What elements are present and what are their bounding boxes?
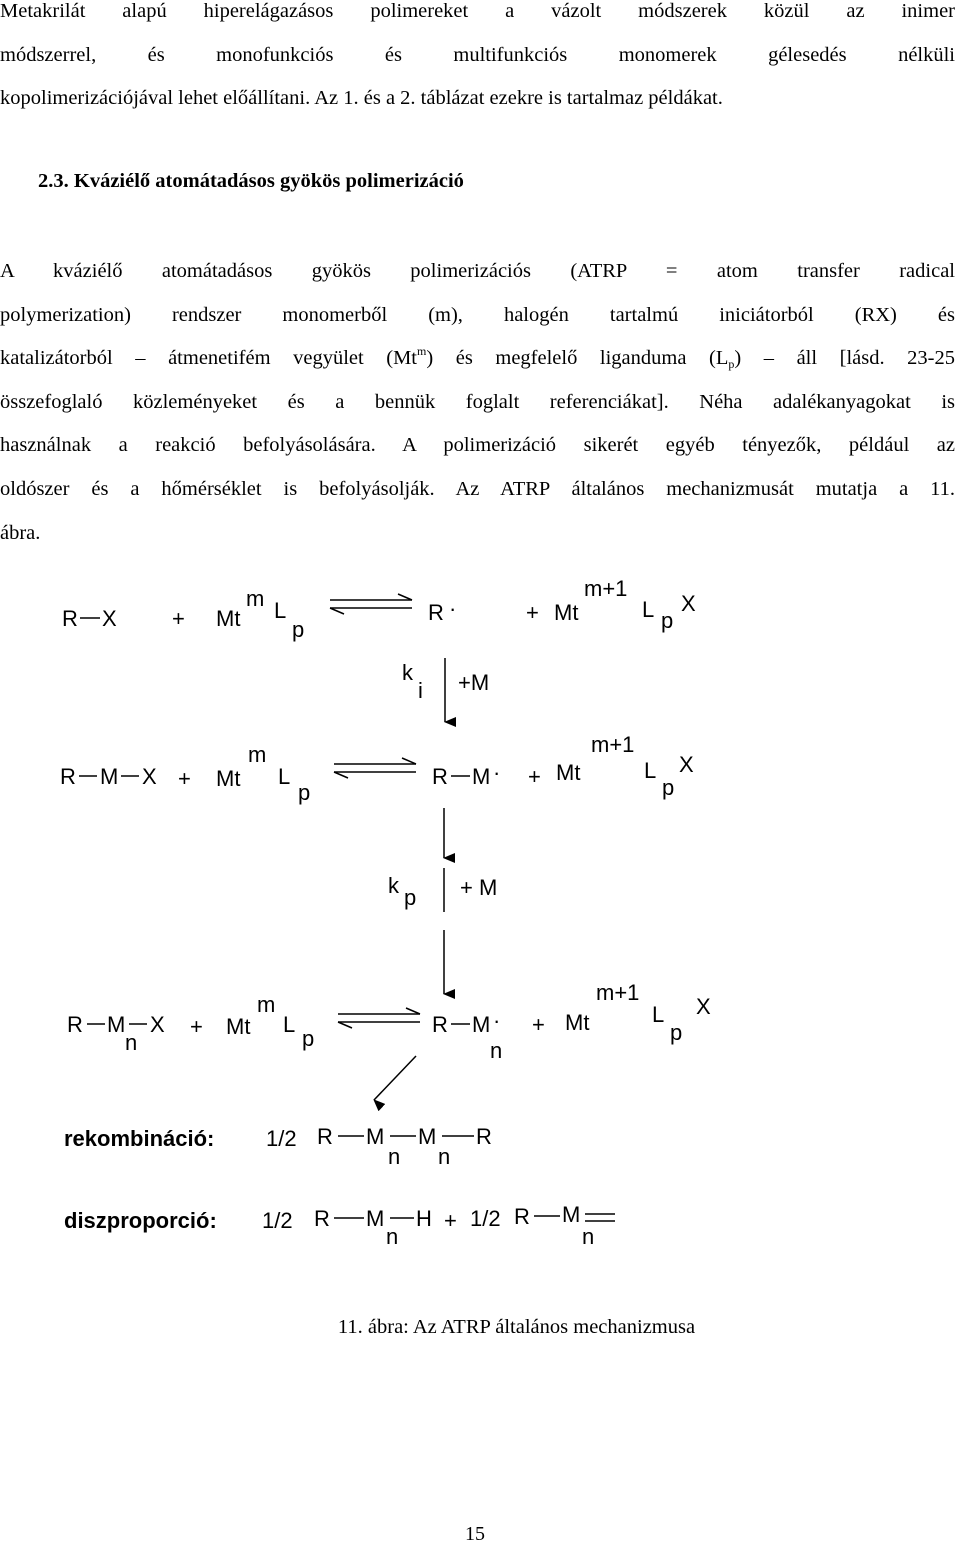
plus-sign: + — [444, 1208, 457, 1233]
plus-monomer: + M — [460, 875, 498, 900]
m-superscript: m — [248, 742, 267, 767]
l-label: L — [642, 597, 655, 622]
radical-dot: · — [493, 760, 501, 785]
m-label: M — [472, 764, 491, 789]
disproportionation-label: diszproporció: — [64, 1208, 217, 1233]
plus-sign: + — [526, 600, 539, 625]
x-label: X — [681, 591, 696, 616]
plus-sign: + — [172, 606, 185, 631]
atrp-line — [0, 337, 955, 381]
p-subscript: p — [404, 885, 417, 910]
mt-label: Mt — [554, 600, 579, 625]
h-label: H — [416, 1206, 432, 1231]
m1-superscript: m+1 — [596, 980, 640, 1005]
section-heading: 2.3. Kváziélő atomátadásos gyökös polimerizáció — [38, 170, 464, 192]
m-label: M — [366, 1206, 385, 1231]
atrp-line: polymerization) rendszer monomerből (m), halogén tartalmú iniciátorból (RX) és — [0, 303, 955, 326]
termination-arrow — [374, 1056, 416, 1100]
atrp-line: A kváziélő atomátadásos gyökös polimerizációs (ATRP = atom transfer radical — [0, 260, 955, 282]
atrp-mechanism-scheme — [0, 560, 960, 1260]
p-subscript: p — [302, 1026, 315, 1051]
p-subscript: p — [292, 617, 305, 642]
page-number: 15 — [465, 1523, 485, 1545]
m-label: M — [100, 764, 119, 789]
atrp-line: oldószer és a hőmérséklet is befolyásolják. Az ATRP általános mechanizmusát mutatja a 11. — [0, 477, 955, 500]
recombination-row — [64, 1124, 492, 1169]
l-label: L — [644, 758, 657, 783]
half-coefficient: 1/2 — [470, 1206, 501, 1231]
l-label: L — [652, 1002, 665, 1027]
k-label: k — [388, 873, 399, 898]
intro-line: Metakrilát alapú hiperelágazásos polimereket a vázolt módszerek közül az inimer — [0, 0, 955, 22]
x-label: X — [679, 752, 694, 777]
atrp-paragraph — [0, 250, 955, 555]
atrp-line-part: ) – áll [lásd. 23-25 — [734, 347, 955, 370]
r-label: R — [476, 1124, 492, 1149]
atrp-line: használnak a reakció befolyásolására. A polimerizáció sikerét egyéb tényezők, például az — [0, 434, 955, 457]
n-subscript: n — [582, 1224, 595, 1249]
p-subscript: p — [298, 780, 311, 805]
propagation-step — [388, 808, 497, 994]
n-subscript: n — [125, 1030, 138, 1055]
mt-label: Mt — [216, 766, 241, 791]
superscript: m — [417, 344, 427, 359]
radical-dot: · — [449, 596, 457, 621]
m-superscript: m — [257, 992, 276, 1017]
equilibrium-arrow — [338, 1008, 420, 1028]
r-label: R — [314, 1206, 330, 1231]
r-label: R — [432, 764, 448, 789]
recombination-label: rekombináció: — [64, 1126, 215, 1151]
l-label: L — [283, 1012, 296, 1037]
figure-caption: 11. ábra: Az ATRP általános mechanizmusa — [337, 1316, 696, 1338]
atrp-line: összefoglaló közleményeket és a bennük foglalt referenciákat]. Néha adalékanyagokat is — [0, 390, 955, 413]
x-label: X — [142, 764, 157, 789]
plus-sign: + — [190, 1014, 203, 1039]
x-label: X — [102, 606, 117, 631]
radical-dot: · — [493, 1008, 501, 1033]
n-subscript: n — [388, 1144, 401, 1169]
mt-label: Mt — [556, 760, 581, 785]
r-label: R — [428, 600, 444, 625]
atrp-line-part: ) és megfelelő liganduma (L — [426, 347, 729, 370]
m-label: M — [562, 1202, 581, 1227]
row-1 — [62, 576, 696, 642]
p-subscript: p — [661, 608, 674, 633]
intro-line: kopolimerizációjával lehet előállítani. Az 1. és a 2. táblázat ezekre is tartalmaz példákat. — [0, 87, 723, 110]
l-label: L — [274, 598, 287, 623]
r-label: R — [67, 1012, 83, 1037]
r-label: R — [62, 606, 78, 631]
n-subscript: n — [438, 1144, 451, 1169]
m-label: M — [366, 1124, 385, 1149]
r-label: R — [317, 1124, 333, 1149]
m-label: M — [107, 1012, 126, 1037]
m-superscript: m — [246, 586, 265, 611]
r-label: R — [60, 764, 76, 789]
row-2 — [60, 732, 694, 805]
intro-paragraph — [0, 0, 955, 121]
r-label: R — [432, 1012, 448, 1037]
equilibrium-arrow — [334, 758, 416, 778]
disproportionation-row — [64, 1202, 615, 1249]
mt-label: Mt — [216, 606, 241, 631]
m-label: M — [418, 1124, 437, 1149]
n-subscript: n — [386, 1224, 399, 1249]
row-3 — [67, 980, 711, 1063]
half-coefficient: 1/2 — [266, 1126, 297, 1151]
p-subscript: p — [662, 775, 675, 800]
initiation-step — [402, 658, 489, 722]
subscript: p — [728, 357, 735, 372]
half-coefficient: 1/2 — [262, 1208, 293, 1233]
plus-sign: + — [528, 764, 541, 789]
atrp-line-part: katalizátorból – átmenetifém vegyület (Mt — [0, 347, 417, 370]
p-subscript: p — [670, 1020, 683, 1045]
atrp-line: ábra. — [0, 521, 41, 544]
plus-sign: + — [532, 1012, 545, 1037]
m-label: M — [472, 1012, 491, 1037]
l-label: L — [278, 764, 291, 789]
plus-sign: + — [178, 766, 191, 791]
mt-label: Mt — [565, 1010, 590, 1035]
mt-label: Mt — [226, 1014, 251, 1039]
intro-line: módszerrel, és monofunkciós és multifunkciós monomerek gélesedés nélküli — [0, 43, 955, 66]
n-subscript: n — [490, 1038, 503, 1063]
m1-superscript: m+1 — [591, 732, 635, 757]
x-label: X — [696, 994, 711, 1019]
k-label: k — [402, 660, 413, 685]
equilibrium-arrow — [330, 594, 412, 614]
r-label: R — [514, 1204, 530, 1229]
plus-monomer: +M — [458, 670, 490, 695]
m1-superscript: m+1 — [584, 576, 628, 601]
x-label: X — [150, 1012, 165, 1037]
i-subscript: i — [418, 678, 423, 703]
